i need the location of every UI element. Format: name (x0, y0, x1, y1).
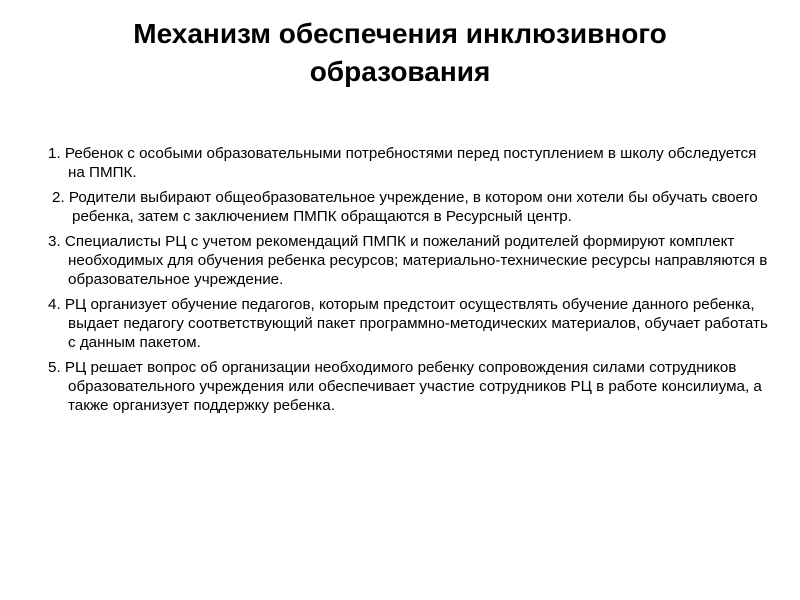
slide-title (40, 15, 760, 91)
slide-title-line-1: Механизм обеспечения инклюзивного (133, 18, 667, 49)
step-item-4: 4. РЦ организует обучение педагогов, которым предстоит осуществлять обучение данного ребенка, выдает педагогу соответствующий пакет программно-методических материалов, обучает работать с данным пакетом. (48, 296, 768, 351)
steps-list (48, 144, 768, 421)
slide-title-line-2: образования (309, 56, 491, 87)
step-item-1: 1. Ребенок с особыми образовательными потребностями перед поступлением в школу обследуется на ПМПК. (48, 145, 757, 181)
step-item-5: 5. РЦ решает вопрос об организации необходимого ребенку сопровождения силами сотрудников образовательного учреждения или обеспечивает участие сотрудников РЦ в работе консилиума, а также организует поддержку ребенка. (48, 359, 762, 414)
step-item-3: 3. Специалисты РЦ с учетом рекомендаций ПМПК и пожеланий родителей формируют комплект необходимых для обучения ребенка ресурсов; материально-технические ресурсы направляются в образовательное учреждение. (48, 233, 768, 288)
step-item-2: 2. Родители выбирают общеобразовательное учреждение, в котором они хотели бы обучать своего ребенка, затем с заключением ПМПК обращаются в Ресурсный центр. (52, 189, 758, 225)
